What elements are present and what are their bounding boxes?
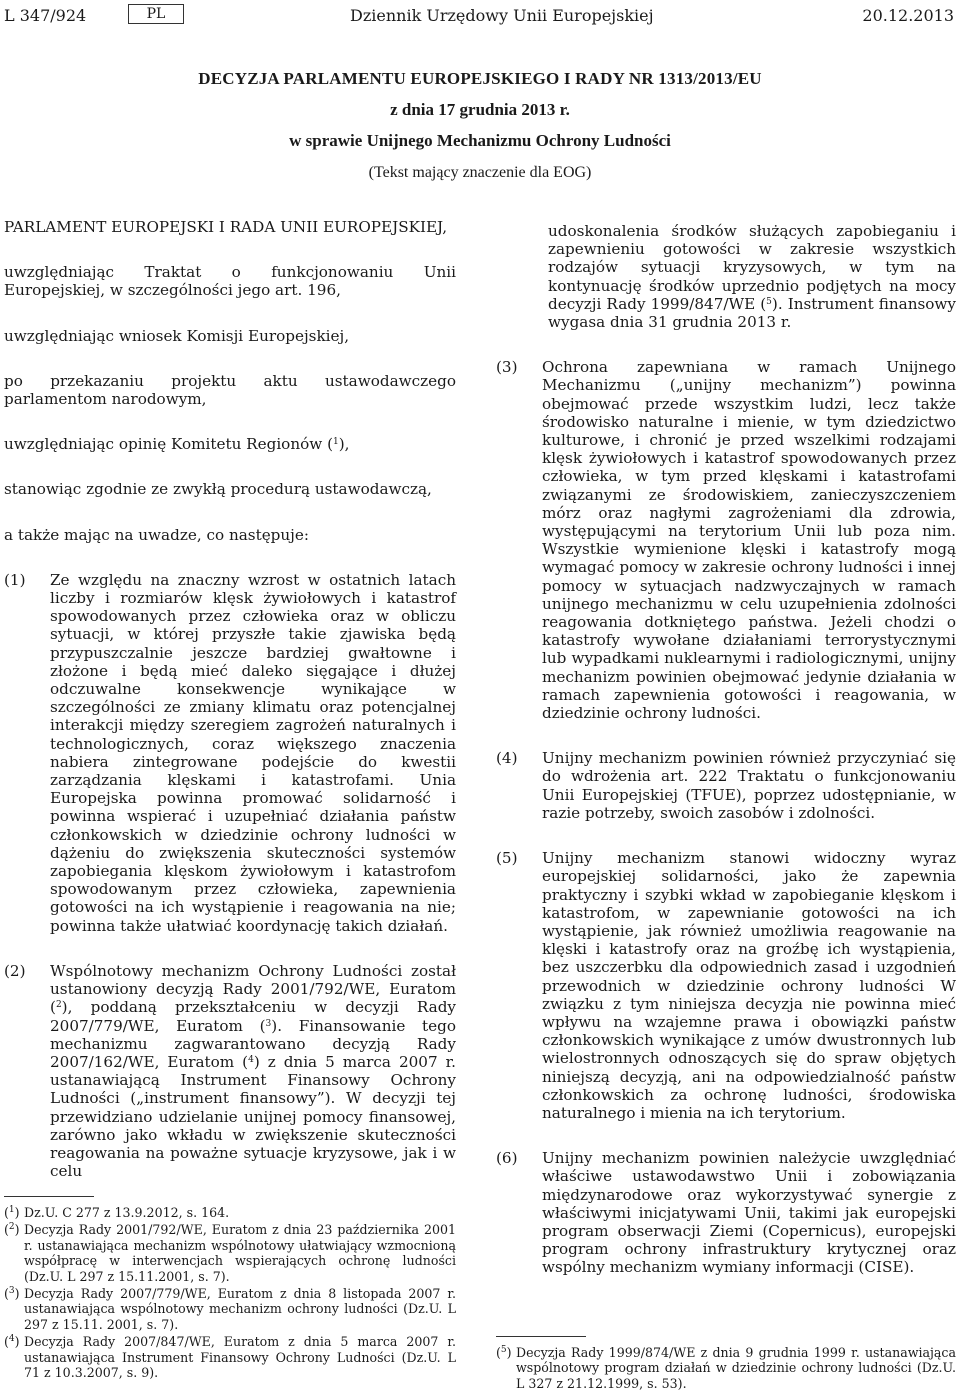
recital-2 [4,962,456,1180]
recital-4 [496,749,956,822]
footnote-ref-1[interactable]: 1 [333,437,339,448]
recital-text: Ochrona zapewniana w ramach Unijnego Mechanizmu („unijny mechanizm”) powinna obejmować przede wszystkim ludzi, lecz także środowisko naturalne i mienie, w tym dziedzictwo kulturowe, i chronić je przed wszelkimi rodzajami klęsk żywiołowych i katastrof spowodowanych przez człowieka, w tym przed klęskami i katastrofami związanymi ze środowiskiem, zanieczyszczeniem mórz oraz nagłymi zagrożeniami dla zdrowia, występującymi na terytorium Unii lub poza nim. Wszystkie wymienione klęski i katastrofy mogą wymagać pomocy w zakresie ochrony ludności i innej pomocy w sytuacjach nadzwyczajnych w ramach unijnego mechanizmu w celu uzupełnienia zdolności reagowania dotkniętego państwa. Jeżeli chodzi o katastrofy wywołane działaniami terrorystycznymi lub wypadkami nuklearnymi i radiologicznymi, unijny mechanizm powinien obejmować jedynie działania w ramach zapewnienia gotowości i reagowania, w dziedzinie ochrony ludności. [542,358,956,723]
decision-title: DECYZJA PARLAMENTU EUROPEJSKIEGO I RADY NR 1313/2013/EU [198,69,762,88]
footnote: ($^3$) Decyzja Rady 2007/779/WE, Euratom z dnia 8 listopada 2007 r. ustanawiająca wspólnotowy mechanizm ochrony ludności (Dz.U. L 297 z 15.11. 2001, s. 7). [4,1286,456,1332]
recital-6 [496,1149,956,1276]
recital-text: Ze względu na znaczny wzrost w ostatnich latach liczby i rozmiarów klęsk żywiołowych i katastrof spowodowanych przez człowieka oraz w obliczu sytuacji, w której przyszłe takie zjawiska będą przypuszczalnie jeszcze bardziej gwałtowne i złożone i będą mieć daleko sięgające i dłużej odczuwalne konsekwencje wynikające w szczególności ze zmiany klimatu oraz potencjalnej interakcji między szeregiem zagrożeń naturalnych i technologicznych, coraz większego znaczenia nabiera zintegrowane podejście do kwestii zarządzania klęskami i katastrofami. Unia Europejska powinna promować solidarność i powinna wspierać i uzupełniać działania państw członkowskich w dziedzinie ochrony ludności w dążeniu do zwiększenia skuteczności systemów zapobiegania klęskom żywiołowym i katastrofom spowodowanym przez człowieka, zapewnienia gotowości na ich wystąpienie i reagowania na nie; powinna także ułatwiać koordynację takich działań. [50,570,456,935]
decision-date: z dnia 17 grudnia 2013 r. [390,100,570,119]
preamble-treaty: uwzględniając Traktat o funkcjonowaniu Unii Europejskiej, w szczególności jego art. 196, [4,263,456,300]
preamble-authors: PARLAMENT EUROPEJSKI I RADA UNII EUROPEJSKIEJ, [4,218,448,236]
footnote: ($^2$) Decyzja Rady 2001/792/WE, Euratom z dnia 23 października 2001 r. ustanawiająca mechanizm wspólnotowy ułatwiający wzmocnioną współpracę w interwencjach wspierających ochronę ludności (Dz.U. L 297 z 15.11.2001, s. 7). [4,1222,456,1284]
footnote-ref-5[interactable]: 5 [766,296,772,307]
footnote: ($^4$) Decyzja Rady 2007/847/WE, Euratom z dnia 5 marca 2007 r. ustanawiająca Instrument Finansowy Ochrony Ludności (Dz.U. L 71 z 10.3.2007, s. 9). [4,1334,456,1381]
footnote-divider-left [4,1196,94,1197]
footnote-ref-3[interactable]: 3 [265,1018,272,1029]
preamble-committee-opinion: uwzględniając opinię Komitetu Regionów ($^1$), [4,435,350,454]
footnote-ref-4[interactable]: 4 [248,1054,254,1065]
footnotes-right [496,1345,956,1393]
recital-2-continued [548,222,956,331]
preamble-proposal: uwzględniając wniosek Komisji Europejskiej, [4,326,350,345]
decision-subject: w sprawie Unijnego Mechanizmu Ochrony Ludności [289,131,671,150]
journal-name: Dziennik Urzędowy Unii Europejskiej [350,6,654,25]
language-badge: PL [128,4,184,24]
footnote-divider-right [496,1336,586,1337]
footnote-ref-2[interactable]: 2 [55,1000,62,1011]
recital-number: (1) [4,570,26,589]
recital-number: (4) [496,749,518,768]
footnote: ($^1$) Dz.U. C 277 z 13.9.2012, s. 164. [4,1205,230,1220]
recital-3 [496,358,956,722]
recital-text: Wspólnotowy mechanizm Ochrony Ludności został ustanowiony decyzją Rady 2001/792/WE, Euratom ($^2$), poddaną przekształceniu w decyzji Rady 2007/779/WE, Euratom ($^3$). Finansowanie tego mechanizmu zagwarantowano decyzją Rady 2007/162/WE, Euratom ($^4$) z dnia 5 marca 2007 r. ustanawiającą Instrument Finansowy Ochrony Ludności („instrument finansowy”). W decyzji tej przewidziano udzielanie unijnej pomocy finansowej, zarówno jako wkładu w zwiększenie skuteczności reagowania na poważne sytuacje kryzysowe, jak i w celu [50,961,457,1181]
recital-1 [4,571,456,935]
preamble-whereas: a także mając na uwadze, co następuje: [4,525,309,544]
recital-number: (5) [496,849,518,868]
footnotes-left [4,1205,456,1382]
recital-text: Unijny mechanizm powinien również przyczyniać się do wdrożenia art. 222 Traktatu o funkcjonowaniu Unii Europejskiej (TFUE), poprzez udostępnianie, w razie potrzeby, swoich zasobów i zdolności. [542,749,956,822]
publication-date: 20.12.2013 [862,6,954,25]
recital-number: (6) [496,1149,518,1168]
title-block [0,68,960,184]
preamble-national-parliaments: po przekazaniu projektu aktu ustawodawczego parlamentom narodowym, [4,371,456,409]
recital-text: udoskonalenia środków służących zapobieganiu i zapewnieniu gotowości w zakresie wszystkich rodzajów sytuacji kryzysowych, w tym na kontynuację środków uprzednio podjętych na mocy decyzji Rady 1999/847/WE ($^5$). Instrument finansowy wygasa dnia 31 grudnia 2013 r. [548,222,957,332]
footnote: ($^5$) Decyzja Rady 1999/874/WE z dnia 9 grudnia 1999 r. ustanawiająca wspólnotowy program działań w dziedzinie ochrony ludności (Dz.U. L 327 z 21.12.1999, s. 53). [496,1345,956,1391]
recital-5 [496,849,956,1122]
preamble-procedure: stanowiąc zgodnie ze zwykłą procedurą ustawodawczą, [4,480,432,499]
recital-text: Unijny mechanizm powinien należycie uwzględniać właściwe ustawodawstwo Unii i zobowiązania międzynarodowe oraz wykorzystywać synergie z właściwymi inicjatywami Unii, takimi jak europejski program obserwacji Ziemi (Copernicus), europejski program ochrony infrastruktury krytycznej oraz wspólny mechanizm wymiany informacji (CISE). [542,1149,956,1277]
recital-text: Unijny mechanizm stanowi widoczny wyraz europejskiej solidarności, jako że zapewnia praktyczny i szybki wkład w zapobieganie klęskom i katastrofom, w zapewnianie gotowości na ich wystąpienie, jak również umożliwia reagowanie na klęski i katastrofy oraz na groźbę ich wystąpienia, bez uszczerbku dla odpowiednich zasad i uzgodnień przewodnich w dziedzinie ochrony ludności W związku z tym niniejsza decyzja nie powinna mieć wpływu na wzajemne prawa i obowiązki państw członkowskich wynikające z umów dwustronnych lub wielostronnych odnoszących się do spraw objętych niniejszą decyzją, ani na odpowiedzialność państw członkowskich za ochronę ludności, środowiska naturalnego i mienia na ich terytorium. [542,849,956,1122]
recital-number: (3) [496,358,518,377]
page-header [4,4,954,28]
right-column [496,222,956,1304]
eea-relevance: (Tekst mający znaczenie dla EOG) [368,164,592,181]
recital-number: (2) [4,961,26,980]
page-reference: L 347/924 [4,6,87,25]
left-column [4,218,456,1207]
